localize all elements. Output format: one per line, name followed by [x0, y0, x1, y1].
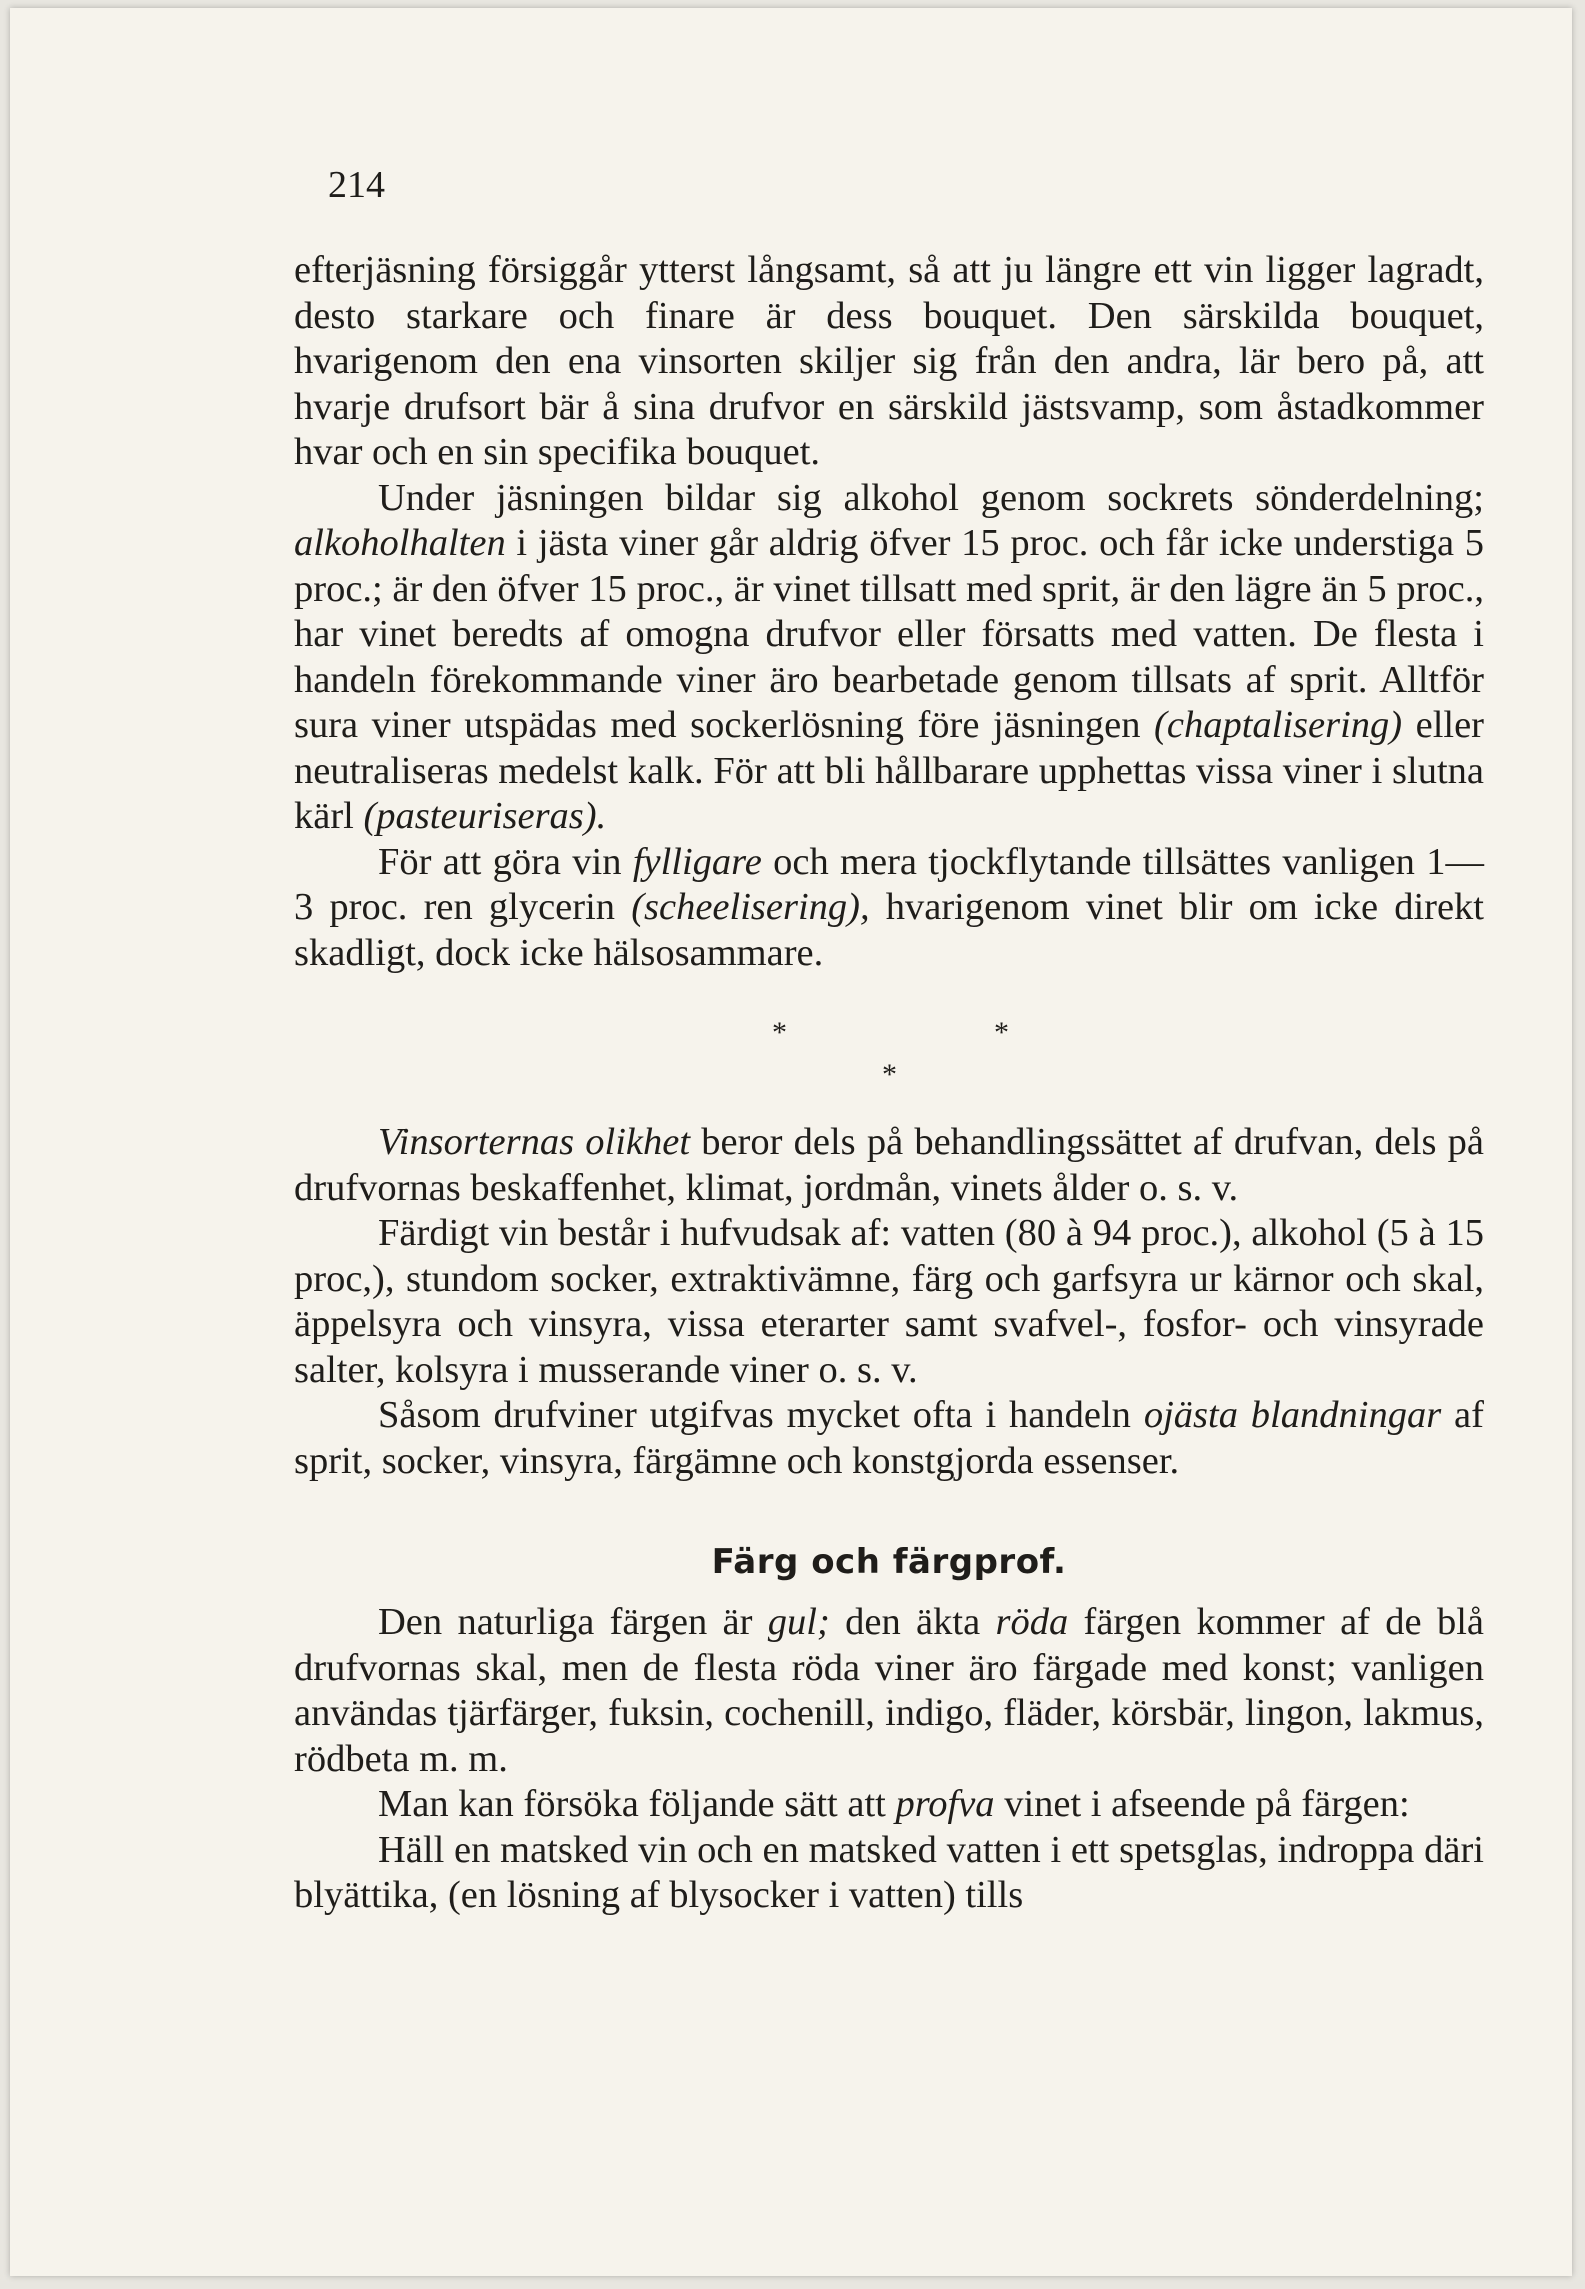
separator-star: *: [994, 1016, 1009, 1049]
text-run: Färdigt vin består i hufvudsak af: vatten (80 à 94 proc.), alkohol (5 à 15 proc,), stundom socker, extraktivämne, färg och garfsyra ur kärnor och skal, äppelsyra och vinsyra, vissa eterarter samt svafvel-, fosfor- och vinsyrade salter, kolsyra i musserande viner o. s. v.: [294, 1212, 1484, 1391]
paragraph: [294, 248, 1484, 476]
text-run: eller neutraliseras medelst kalk. För att bli hållbarare upphettas vissa viner i slutna kärl: [294, 704, 1485, 837]
paragraph: [294, 476, 1484, 840]
section-separator: [294, 1000, 1484, 1120]
text-run: Såsom drufviner utgifvas mycket ofta i handeln: [378, 1394, 1144, 1436]
text-run: vinet i afseende på färgen:: [994, 1783, 1410, 1825]
italic-term: (scheelisering),: [631, 886, 870, 928]
paragraph: [294, 1120, 1484, 1211]
text-run: Man kan försöka följande sätt att: [378, 1783, 896, 1825]
text-run: efterjäsning försiggår ytterst långsamt, så att ju längre ett vin ligger lagradt, desto starkare och finare är dess bouquet. Den särskilda bouquet, hvarigenom den ena vinsorten skiljer sig från den andra, lär bero på, att hvarje drufsort bär å sina drufvor en särskild jästsvamp, som åstadkommer hvar och en sin specifika bouquet.: [294, 249, 1484, 473]
text-run: och mera tjockflytande tillsättes vanligen 1—3 proc. ren glycerin: [294, 840, 1484, 928]
paragraphs-top: [294, 248, 1484, 976]
italic-term: ojästa blandningar: [1143, 1394, 1442, 1436]
text-run: Häll en matsked vin och en matsked vatten i ett spetsglas, indroppa däri blyättika, (en lösning af blysocker i vatten) tills: [294, 1828, 1484, 1916]
italic-term: (pasteuriseras).: [363, 795, 607, 837]
paragraphs-bottom: [294, 1600, 1484, 1919]
italic-term: röda: [995, 1601, 1069, 1643]
text-run: i jästa viner går aldrig öfver 15 proc. och får icke understiga 5 proc.; är den öfver 15 proc., är vinet tillsatt med sprit, är den lägre än 5 proc., har vinet beredts af omogna drufvor eller försatts med vatten. De flesta i handeln förekommande viner äro bearbetade genom tillsats af sprit. Alltför sura viner utspädas med sockerlösning före jäsningen: [294, 522, 1484, 746]
text-run: hvarigenom vinet blir om icke direkt skadligt, dock icke hälsosammare.: [294, 886, 1484, 974]
paragraph: [294, 1211, 1484, 1393]
italic-term: Vinsorternas olikhet: [378, 1121, 691, 1163]
separator-star: *: [772, 1016, 787, 1049]
text-run: färgen kommer af de blå drufvornas skal, men de flesta röda viner äro färgade med konst; vanligen användas tjärfärger, fuksin, cochenill, indigo, fläder, körsbär, lingon, lakmus, rödbeta m. m.: [294, 1601, 1484, 1780]
text-run: Den naturliga färgen är: [378, 1601, 768, 1643]
page-number: 214: [328, 164, 385, 206]
text-run: den äkta: [829, 1601, 996, 1643]
book-page: [10, 8, 1572, 2276]
paragraph: [294, 1393, 1484, 1484]
italic-term: profva: [895, 1783, 995, 1825]
paragraphs-middle: [294, 1120, 1484, 1484]
italic-term: (chaptalisering): [1154, 704, 1403, 746]
text-run: För att göra vin: [378, 840, 633, 883]
section-heading: Färg och färgprof.: [711, 1542, 1067, 1582]
italic-term: alkoholhalten: [294, 522, 506, 564]
paragraph: [294, 840, 1484, 977]
paragraph: [294, 1600, 1484, 1782]
text-run: Under jäsningen bildar sig alkohol genom sockrets sönderdelning;: [378, 476, 1484, 519]
italic-term: fylligare: [632, 840, 762, 883]
text-run: af sprit, socker, vinsyra, färgämne och konstgjorda essenser.: [294, 1394, 1484, 1482]
text-run: beror dels på behandlingssättet af drufvan, dels på drufvornas beskaffenhet, klimat, jordmån, vinets ålder o. s. v.: [294, 1121, 1484, 1209]
paragraph: [294, 1828, 1484, 1919]
paragraph: [294, 1782, 1484, 1828]
body-text: [294, 248, 1484, 1919]
separator-star: *: [882, 1058, 897, 1091]
italic-term: gul;: [767, 1601, 830, 1643]
